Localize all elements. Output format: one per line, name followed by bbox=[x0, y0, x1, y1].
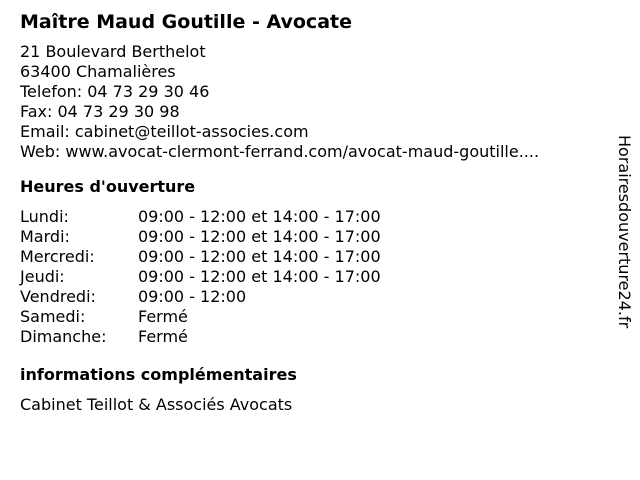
hours-day-label: Samedi: bbox=[20, 307, 86, 326]
hours-day-label: Jeudi: bbox=[20, 267, 65, 286]
business-card bbox=[20, 10, 610, 415]
hours-row bbox=[20, 207, 610, 227]
hours-time: Fermé bbox=[138, 307, 188, 326]
hours-row bbox=[20, 327, 610, 347]
hours-row bbox=[20, 267, 610, 287]
hours-day-label: Mardi: bbox=[20, 227, 70, 246]
address-block bbox=[20, 42, 610, 162]
hours-table bbox=[20, 207, 610, 347]
hours-row bbox=[20, 307, 610, 327]
info-heading: informations complémentaires bbox=[20, 365, 297, 384]
web-line: Web: www.avocat-clermont-ferrand.com/avocat-maud-goutille.... bbox=[20, 142, 540, 161]
hours-heading: Heures d'ouverture bbox=[20, 177, 196, 196]
hours-time: Fermé bbox=[138, 327, 188, 346]
hours-day-label: Dimanche: bbox=[20, 327, 107, 346]
email-line: Email: cabinet@teillot-associes.com bbox=[20, 122, 309, 141]
hours-day-label: Lundi: bbox=[20, 207, 69, 226]
hours-time: 09:00 - 12:00 et 14:00 - 17:00 bbox=[138, 207, 381, 226]
fax-line: Fax: 04 73 29 30 98 bbox=[20, 102, 180, 121]
hours-time: 09:00 - 12:00 et 14:00 - 17:00 bbox=[138, 227, 381, 246]
hours-row bbox=[20, 287, 610, 307]
hours-row bbox=[20, 227, 610, 247]
hours-day-label: Vendredi: bbox=[20, 287, 96, 306]
info-text: Cabinet Teillot & Associés Avocats bbox=[20, 395, 293, 414]
hours-time: 09:00 - 12:00 et 14:00 - 17:00 bbox=[138, 267, 381, 286]
page-title: Maître Maud Goutille - Avocate bbox=[20, 11, 352, 33]
hours-time: 09:00 - 12:00 et 14:00 - 17:00 bbox=[138, 247, 381, 266]
side-brand-watermark: Horairesdouverture24.fr bbox=[615, 135, 634, 329]
postal-city: 63400 Chamalières bbox=[20, 62, 176, 81]
hours-time: 09:00 - 12:00 bbox=[138, 287, 247, 306]
phone-line: Telefon: 04 73 29 30 46 bbox=[20, 82, 210, 101]
street-address: 21 Boulevard Berthelot bbox=[20, 42, 206, 61]
hours-row bbox=[20, 247, 610, 267]
hours-day-label: Mercredi: bbox=[20, 247, 95, 266]
